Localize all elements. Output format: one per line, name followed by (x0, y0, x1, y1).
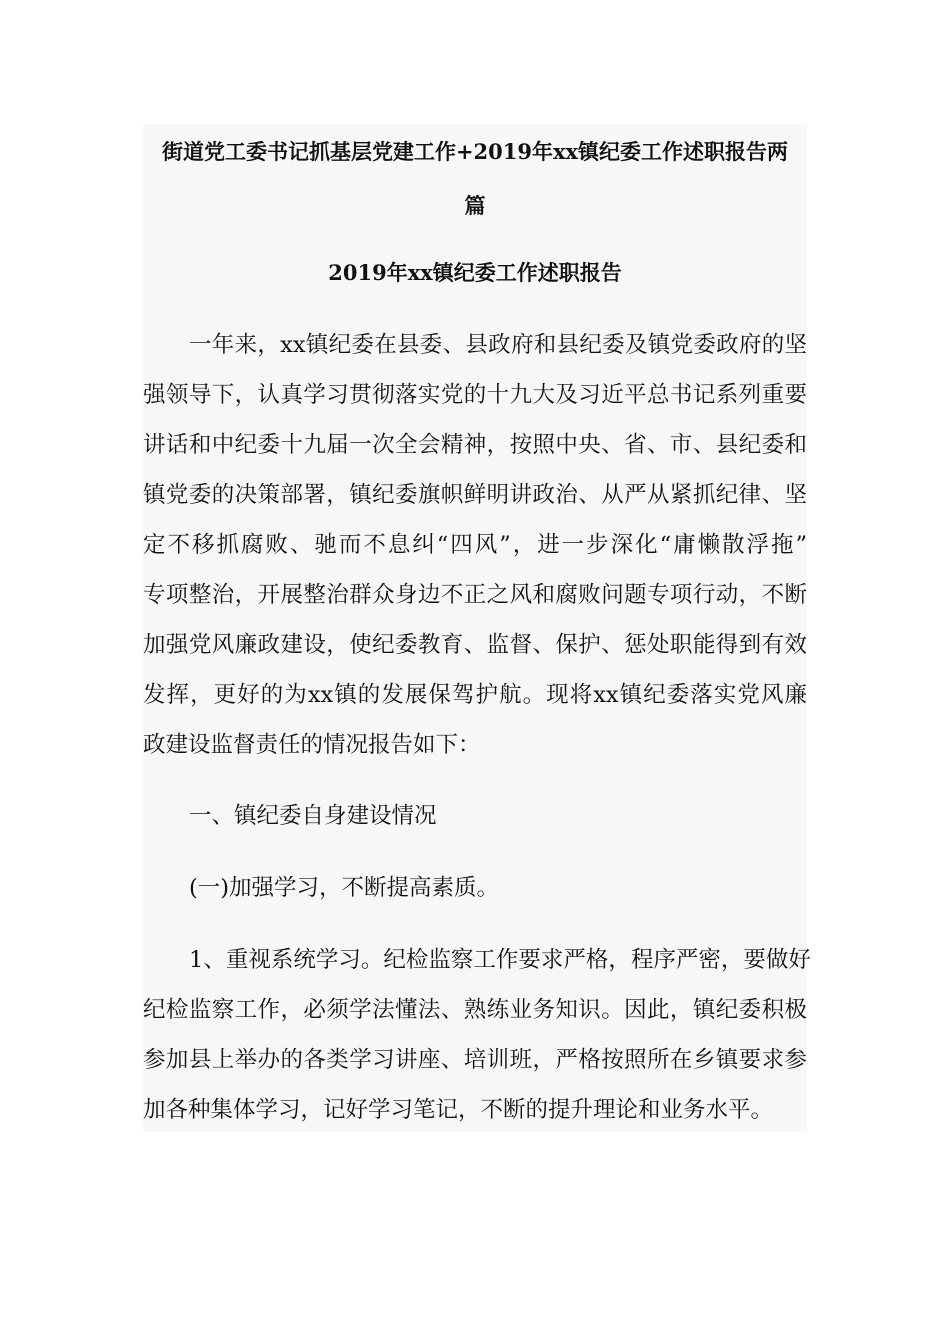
document-title-line-1: 街道党工委书记抓基层党建工作+2019年xx镇纪委工作述职报告两 (161, 139, 789, 164)
paragraph1-line: 专项整治，开展整治群众身边不正之风和腐败问题专项行动，不断 (143, 582, 807, 608)
paragraph2-line: 1、重视系统学习。纪检监察工作要求严格，程序严密，要做好 (189, 947, 811, 973)
paragraph1-line: 政建设监督责任的情况报告如下： (143, 732, 481, 758)
document-page (143, 124, 811, 1132)
paragraph1-line: 强领导下，认真学习贯彻落实党的十九大及习近平总书记系列重要 (143, 382, 807, 408)
subsection-heading: (一)加强学习，不断提高素质。 (189, 875, 500, 901)
paragraph1-line: 定不移抓腐败、驰而不息纠“四风”，进一步深化“庸懒散浮拖” (143, 532, 807, 558)
paragraph2-line: 参加县上举办的各类学习讲座、培训班，严格按照所在乡镇要求参 (143, 1047, 807, 1073)
paragraph1-line: 镇党委的决策部署，镇纪委旗帜鲜明讲政治、从严从紧抓纪律、坚 (143, 482, 807, 508)
paragraph2-line: 纪检监察工作，必须学法懂法、熟练业务知识。因此，镇纪委积极 (143, 997, 807, 1023)
document-title-line-2: 篇 (464, 193, 486, 218)
paragraph1-line: 发挥，更好的为xx镇的发展保驾护航。现将xx镇纪委落实党风廉 (143, 682, 807, 708)
paragraph1-line: 讲话和中纪委十九届一次全会精神，按照中央、省、市、县纪委和 (143, 432, 807, 458)
section-heading: 一、镇纪委自身建设情况 (189, 803, 437, 829)
paragraph1-line: 加强党风廉政建设，使纪委教育、监督、保护、惩处职能得到有效 (143, 632, 807, 658)
paragraph2-line: 加各种集体学习，记好学习笔记，不断的提升理论和业务水平。 (143, 1097, 774, 1123)
report-subtitle: 2019年xx镇纪委工作述职报告 (328, 260, 622, 285)
paragraph1-line: 一年来，xx镇纪委在县委、县政府和县纪委及镇党委政府的坚 (189, 332, 807, 358)
